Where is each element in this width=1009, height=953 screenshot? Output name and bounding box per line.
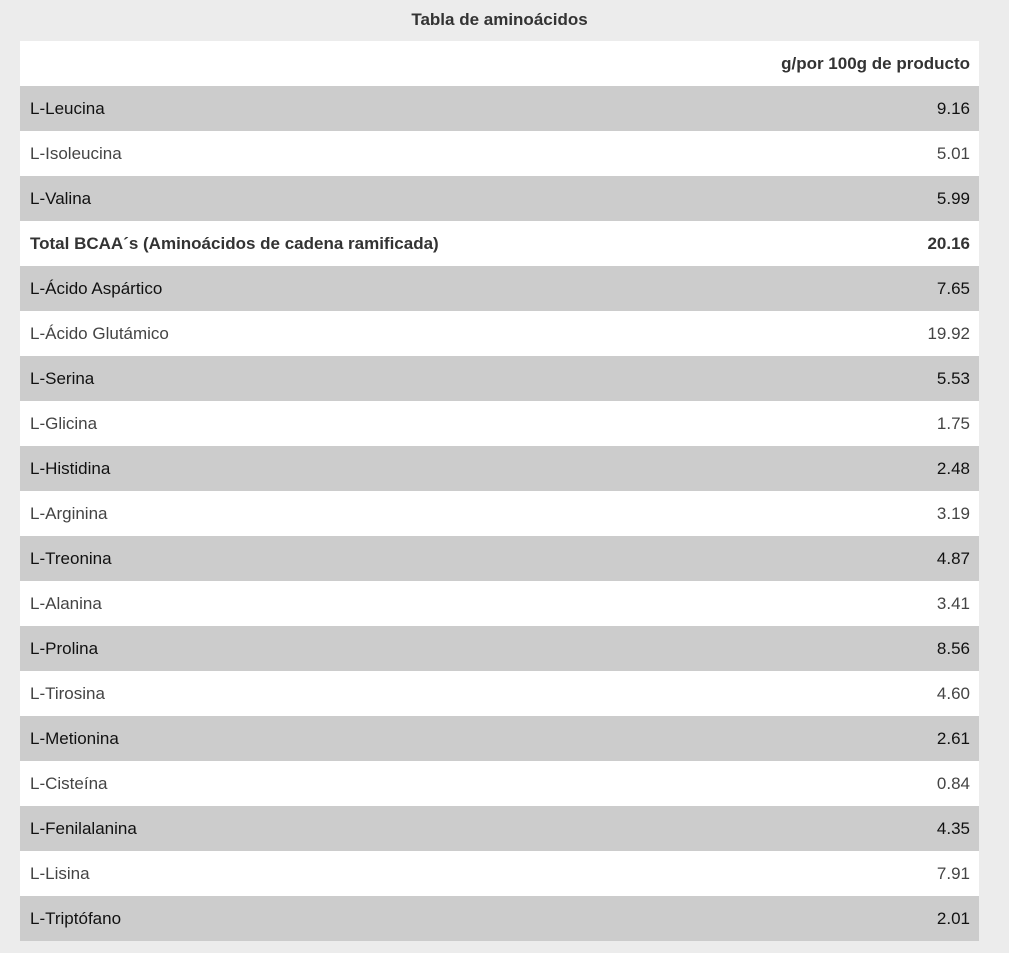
table-row [20,536,979,581]
amino-acid-name: L-Treonina [30,548,112,568]
table-row [20,446,979,491]
table-row [20,716,979,761]
amino-acid-value: 1.75 [936,413,970,433]
amino-acid-value: 7.91 [936,863,970,883]
table-row [20,491,979,536]
amino-acid-name: L-Prolina [30,638,99,658]
amino-acid-value: 5.01 [936,143,970,163]
table-row [20,266,979,311]
amino-acid-name: L-Glicina [30,413,98,433]
table-row [20,401,979,446]
amino-acid-value: 2.01 [936,908,970,928]
table-row [20,131,979,176]
amino-acid-name: L-Alanina [30,593,102,613]
amino-acid-name: L-Tirosina [30,683,105,703]
table-row [20,626,979,671]
total-bcaa-row [20,221,979,266]
table-title: Tabla de aminoácidos [411,10,588,29]
amino-acid-value: 0.84 [936,773,970,793]
amino-acid-value: 3.19 [936,503,970,523]
table-row [20,851,979,896]
table-row [20,896,979,941]
amino-acid-name: L-Valina [30,188,92,208]
amino-acid-value: 7.65 [936,278,970,298]
amino-acid-name: L-Histidina [30,458,111,478]
table-row [20,311,979,356]
amino-acid-value: 2.61 [936,728,970,748]
table-row [20,356,979,401]
amino-acid-table [20,41,979,941]
header-value-cell: g/por 100g de producto [781,53,970,73]
amino-acid-value: 4.60 [936,683,970,703]
amino-acid-value: 19.92 [927,323,970,343]
total-bcaa-value: 20.16 [927,233,970,253]
amino-acid-value: 9.16 [936,98,970,118]
amino-acid-name: L-Ácido Glutámico [30,323,169,343]
amino-acid-value: 4.35 [936,818,970,838]
amino-acid-name: L-Arginina [30,503,108,523]
amino-acid-name: L-Lisina [30,863,90,883]
amino-acid-value: 5.53 [936,368,970,388]
amino-acid-name: L-Triptófano [30,908,122,928]
amino-acid-value: 8.56 [936,638,970,658]
amino-acid-name: L-Ácido Aspártico [30,278,163,298]
amino-acid-name: L-Leucina [30,98,105,118]
amino-acid-name: L-Cisteína [30,773,108,793]
table-row [20,806,979,851]
table-row [20,761,979,806]
table-row [20,176,979,221]
amino-acid-name: L-Fenilalanina [30,818,137,838]
table-header-row [20,41,979,86]
amino-acid-value: 3.41 [936,593,970,613]
amino-acid-value: 4.87 [936,548,970,568]
table-row [20,86,979,131]
table-row [20,581,979,626]
amino-acid-value: 2.48 [936,458,970,478]
amino-acid-name: L-Serina [30,368,95,388]
total-bcaa-label: Total BCAA´s (Aminoácidos de cadena ramificada) [30,233,439,253]
table-row [20,671,979,716]
amino-acid-value: 5.99 [936,188,970,208]
amino-acid-name: L-Metionina [30,728,119,748]
amino-acid-name: L-Isoleucina [30,143,122,163]
